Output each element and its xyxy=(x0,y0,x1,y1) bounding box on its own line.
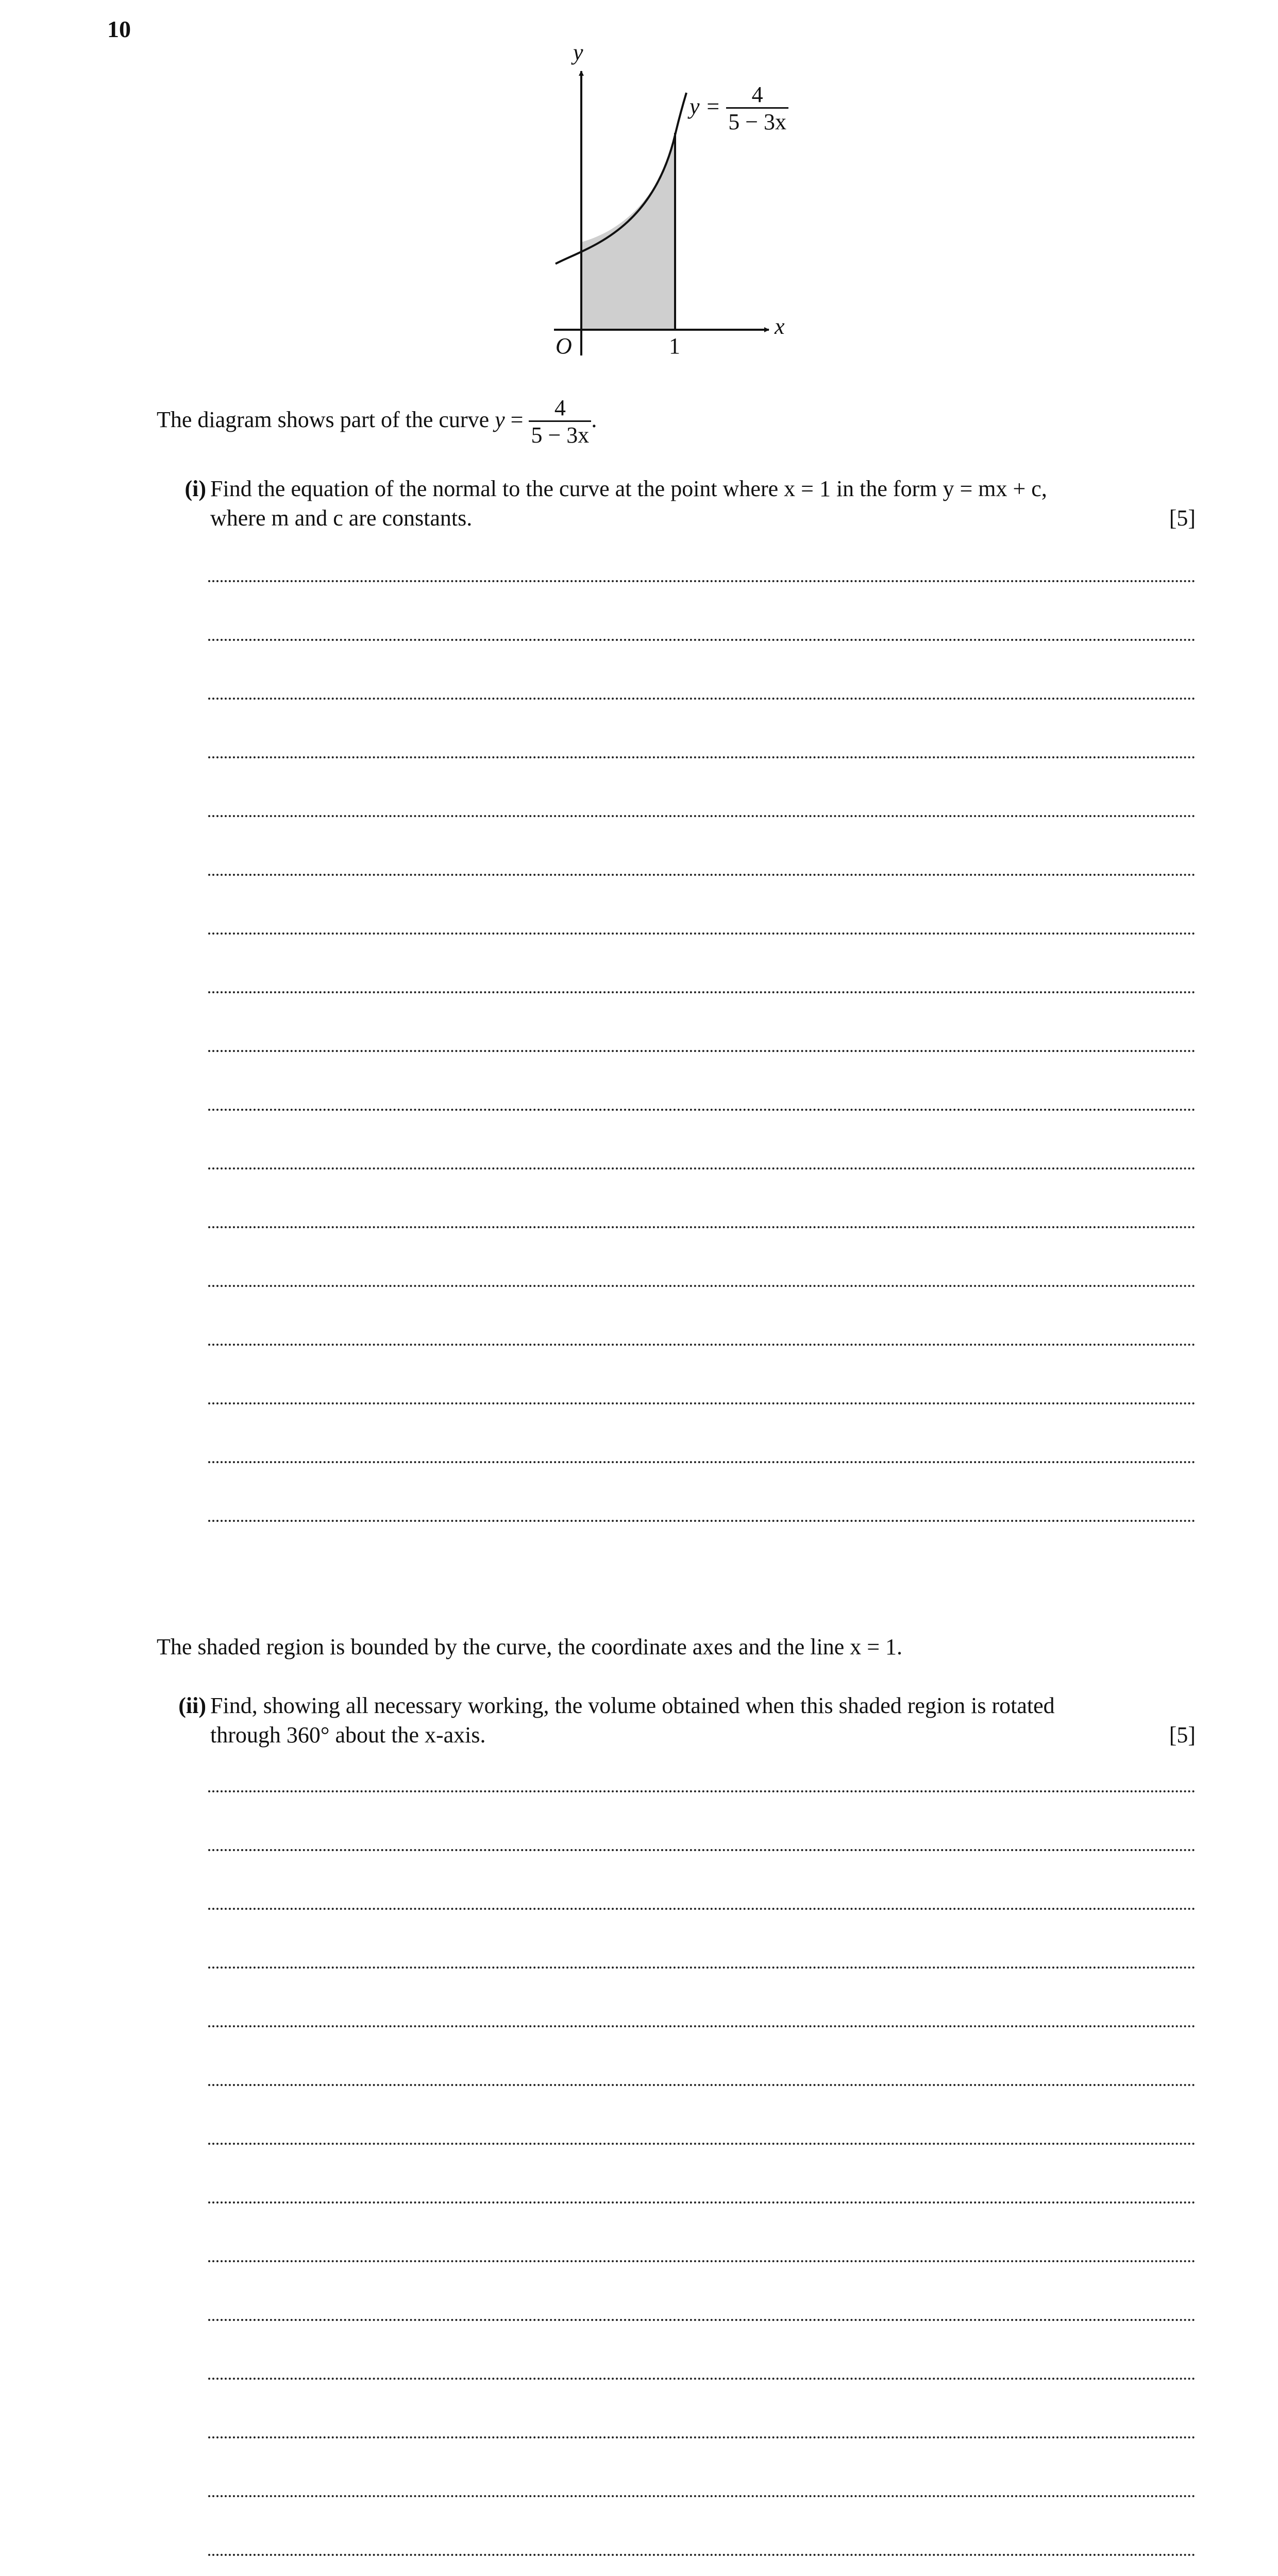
answer-line[interactable] xyxy=(208,2143,1196,2145)
answer-line[interactable] xyxy=(208,2378,1196,2380)
curve-fraction: $\frac{4}{5 - 3x}$ xyxy=(726,82,788,135)
answer-line[interactable] xyxy=(208,1285,1196,1287)
answer-line[interactable] xyxy=(208,1908,1196,1910)
part-ii-marks: [5] xyxy=(1169,1722,1196,1748)
origin-label: O xyxy=(556,333,572,359)
part-i-marks: [5] xyxy=(1169,505,1196,531)
answer-line[interactable] xyxy=(208,1790,1196,1792)
answer-line[interactable] xyxy=(208,580,1196,582)
answer-line[interactable] xyxy=(208,1226,1196,1228)
page-number: 10 xyxy=(107,16,131,42)
answer-line[interactable] xyxy=(208,2201,1196,2204)
answer-line[interactable] xyxy=(208,1402,1196,1404)
answer-line[interactable] xyxy=(208,756,1196,758)
answer-line[interactable] xyxy=(208,1967,1196,1969)
answer-line[interactable] xyxy=(208,815,1196,817)
answer-line[interactable] xyxy=(208,991,1196,993)
answer-line[interactable] xyxy=(208,1050,1196,1052)
answer-line[interactable] xyxy=(208,1167,1196,1170)
answer-line[interactable] xyxy=(208,1461,1196,1463)
answer-line[interactable] xyxy=(208,2554,1196,2556)
answer-line[interactable] xyxy=(208,2260,1196,2262)
answer-line[interactable] xyxy=(208,2495,1196,2497)
answer-line[interactable] xyxy=(208,2025,1196,2027)
curve-equation-label: y = $\frac{4}{5 - 3x}$ xyxy=(690,82,788,135)
answer-line[interactable] xyxy=(208,1849,1196,1851)
answer-line[interactable] xyxy=(208,933,1196,935)
part-i-label: (i) xyxy=(184,476,206,501)
part-ii xyxy=(160,1691,1196,1750)
answer-line[interactable] xyxy=(208,1344,1196,1346)
answer-area-part-i[interactable] xyxy=(208,580,1196,1579)
tick-label-1: 1 xyxy=(669,333,680,359)
answer-line[interactable] xyxy=(208,2436,1196,2438)
answer-line[interactable] xyxy=(208,1109,1196,1111)
answer-line[interactable] xyxy=(208,2319,1196,2321)
curve-diagram xyxy=(0,0,1278,371)
answer-line[interactable] xyxy=(208,2084,1196,2086)
region-description: The shaded region is bounded by the curve, the coordinate axes and the line x = 1. xyxy=(157,1634,903,1659)
part-i xyxy=(160,474,1196,533)
question-stem: The diagram shows part of the curve y = $\frac{4}{5 - 3x}$ . xyxy=(157,395,597,448)
answer-line[interactable] xyxy=(208,698,1196,700)
answer-line[interactable] xyxy=(208,874,1196,876)
part-ii-label: (ii) xyxy=(178,1693,206,1718)
part-i-text-line2: where m and c are constants. xyxy=(210,505,473,531)
stem-fraction: $\frac{4}{5 - 3x}$ xyxy=(529,396,591,448)
part-i-text-line1: Find the equation of the normal to the curve at the point where x = 1 in the form y = mx + c, xyxy=(210,476,1047,501)
part-ii-text-line1: Find, showing all necessary working, the volume obtained when this shaded region is rotated xyxy=(210,1693,1055,1718)
answer-area-part-ii[interactable] xyxy=(208,1790,1196,2576)
shaded-region xyxy=(581,135,675,330)
answer-line[interactable] xyxy=(208,1520,1196,1522)
x-axis-label: x xyxy=(775,314,785,339)
y-axis-label: y xyxy=(573,40,583,65)
answer-line[interactable] xyxy=(208,639,1196,641)
part-ii-text-line2: through 360° about the x-axis. xyxy=(210,1722,486,1748)
